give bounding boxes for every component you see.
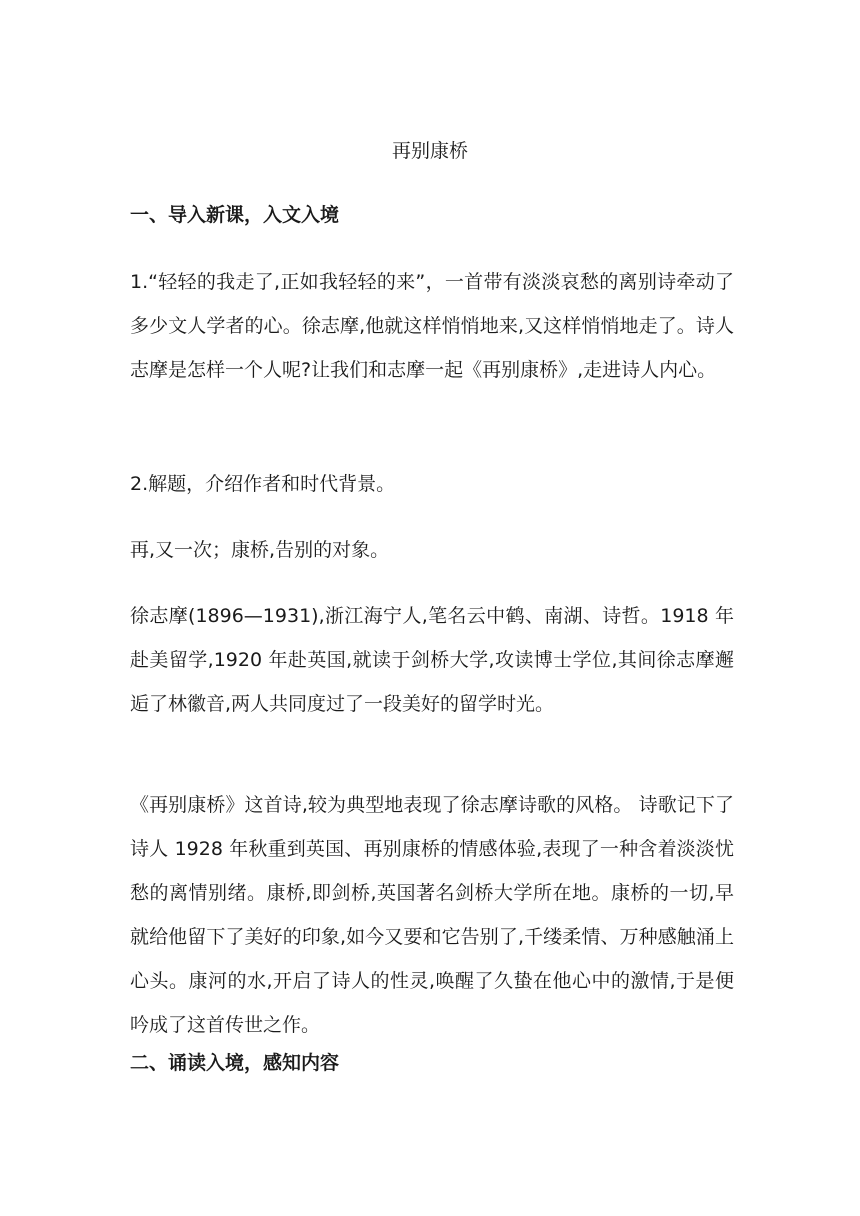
document-title: 再别康桥: [391, 140, 468, 162]
paragraph-title-explanation: 2.解题，介绍作者和时代背景。: [130, 473, 396, 495]
paragraph-intro: 1.“轻轻的我走了,正如我轻轻的来”，一首带有淡淡哀愁的离别诗牵动了多少文人学者的心。徐志摩,他就这样悄悄地来,又这样悄悄地走了。诗人志摩是怎样一个人呢?让我们和志摩一起《再别康桥》,走进诗人内心。: [130, 271, 734, 381]
paragraph-author-bio: 徐志摩(1896—1931),浙江海宁人,笔名云中鹤、南湖、诗哲。1918 年赴美留学,1920 年赴英国,就读于剑桥大学,攻读博士学位,其间徐志摩邂逅了林徽音,两人共同度过了一段美好的留学时光。: [130, 605, 734, 715]
paragraph-word-meaning: 再,又一次；康桥,告别的对象。: [130, 539, 390, 561]
paragraph-poem-background: 《再别康桥》这首诗,较为典型地表现了徐志摩诗歌的风格。 诗歌记下了诗人 1928 年秋重到英国、再别康桥的情感体验,表现了一种含着淡淡忧愁的离情别绪。康桥,即剑桥,英国著名剑桥大学所在地。康桥的一切,早就给他留下了美好的印象,如今又要和它告别了,千缕柔情、万种感触涌上心头。康河的水,开启了诗人的性灵,唤醒了久蛰在他心中的激情,于是便吟成了这首传世之作。: [130, 794, 734, 1036]
section-heading-reading: 二、诵读入境，感知内容: [130, 1052, 340, 1074]
section-heading-intro: 一、导入新课，入文入境: [130, 204, 340, 226]
